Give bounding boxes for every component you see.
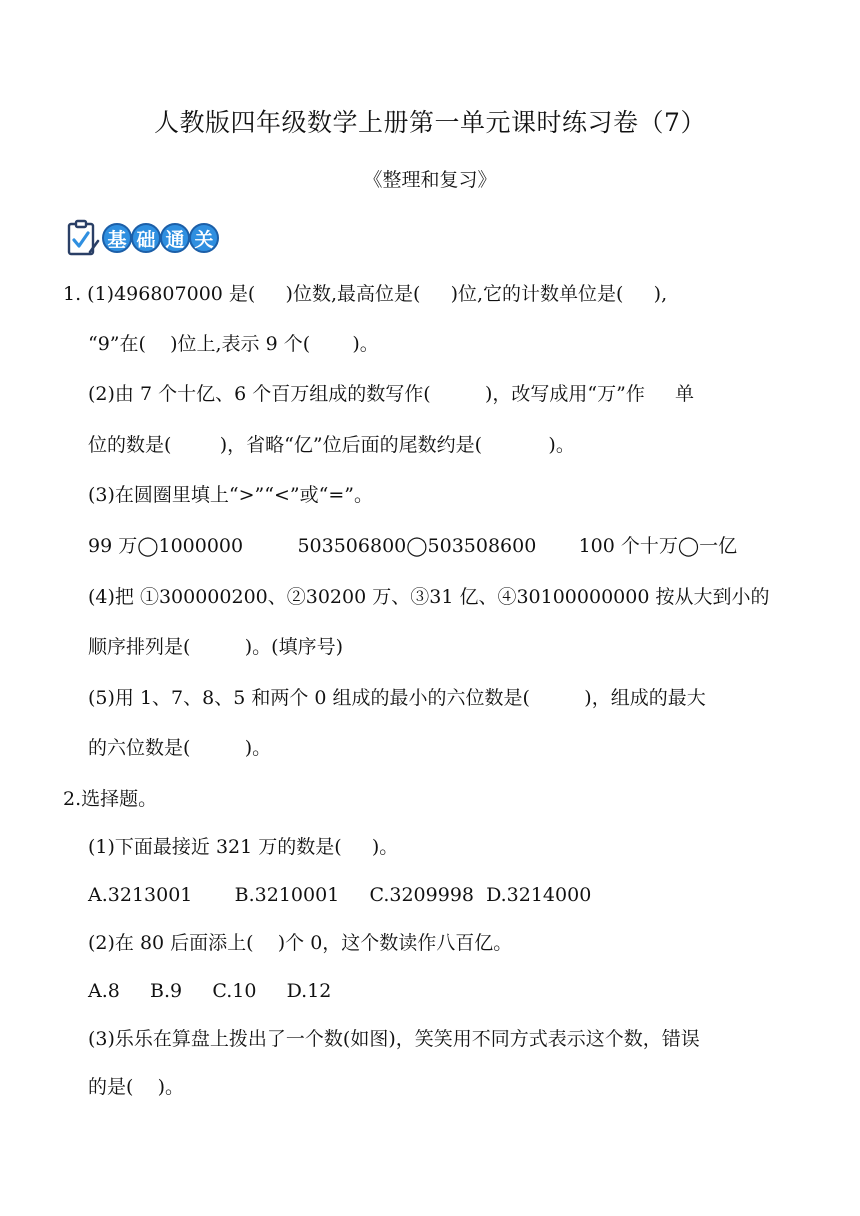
question-1-4-line-2: 顺序排列是( )。(填序号) [88, 636, 344, 658]
question-2-heading: 2.选择题。 [63, 788, 158, 810]
page-title: 人教版四年级数学上册第一单元课时练习卷（7） [154, 108, 706, 137]
question-2-2-options: A.8 B.9 C.10 D.12 [88, 980, 332, 1002]
question-1-1-line-1: 1. (1)496807000 是( )位数,最高位是( )位,它的计数单位是( ), [63, 283, 668, 305]
question-1-1-line-2: “9”在( )位上,表示 9 个( )。 [88, 333, 379, 355]
question-2-1-options: A.3213001 B.3210001 C.3209998 D.3214000 [88, 884, 592, 906]
question-1-2-line-2: 位的数是( )，省略“亿”位后面的尾数约是( )。 [88, 434, 575, 456]
question-2-2-line-1: (2)在 80 后面添上( )个 0，这个数读作八百亿。 [88, 932, 513, 954]
question-2-1-line-1: (1)下面最接近 321 万的数是( )。 [88, 836, 399, 858]
question-1-3-line-1: (3)在圆圈里填上“>”“<”或“=”。 [88, 484, 373, 506]
badge-char: 础 [131, 223, 161, 253]
badge-char: 关 [189, 223, 219, 253]
badge-char: 基 [102, 223, 132, 253]
question-1-5-line-2: 的六位数是( )。 [88, 737, 272, 759]
question-1-2-line-1: (2)由 7 个十亿、6 个百万组成的数写作( )，改写成用“万”作 单 [88, 383, 695, 405]
question-1-4-line-1: (4)把 ①300000200、②30200 万、③31 亿、④30100000000 按从大到小的 [88, 586, 770, 608]
question-2-3-line-2: 的是( )。 [88, 1076, 184, 1098]
section-badge-label [102, 223, 218, 253]
question-2-3-line-1: (3)乐乐在算盘上拨出了一个数(如图)，笑笑用不同方式表示这个数，错误 [88, 1028, 700, 1050]
section-badge [66, 218, 218, 258]
question-1-3-line-2: 99 万◯1000000 503506800◯503508600 100 个十万◯一亿 [88, 535, 738, 557]
clipboard-check-icon [66, 219, 100, 257]
badge-char: 通 [160, 223, 190, 253]
page-subtitle: 《整理和复习》 [363, 169, 497, 191]
question-1-5-line-1: (5)用 1、7、8、5 和两个 0 组成的最小的六位数是( )，组成的最大 [88, 687, 706, 709]
